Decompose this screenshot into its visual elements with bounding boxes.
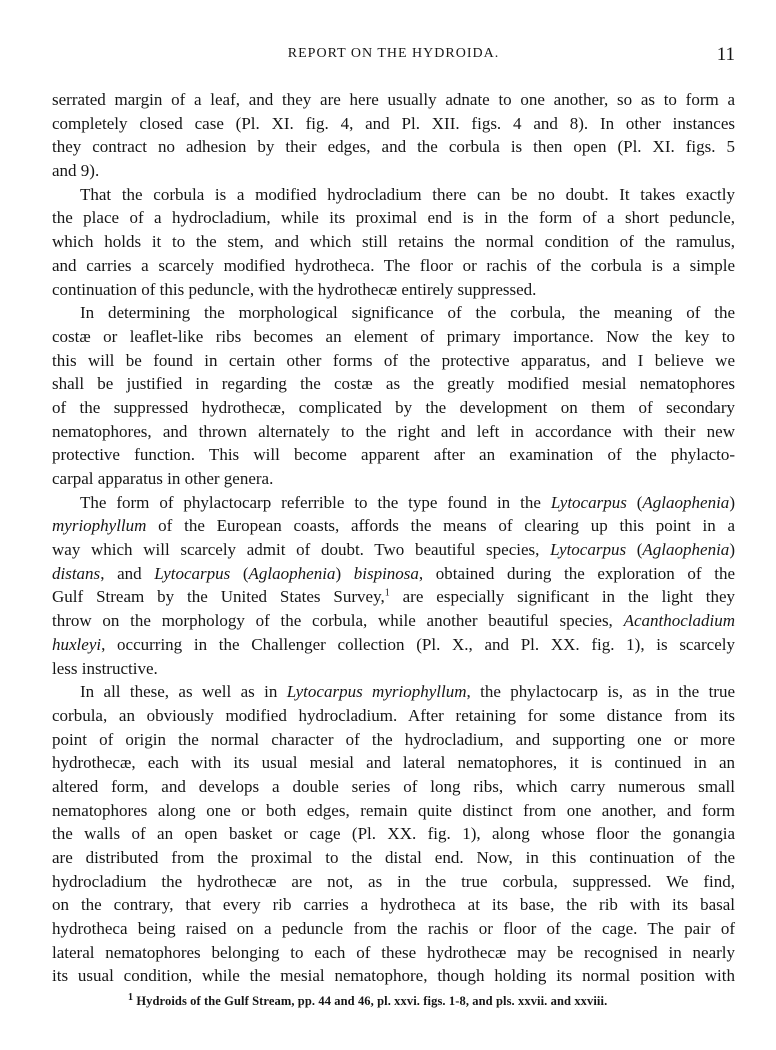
text-line bbox=[52, 917, 735, 941]
text-line bbox=[52, 538, 735, 562]
text-line bbox=[52, 941, 735, 965]
text-segment: which holds it to the stem, and which still retains the normal condition of the ramulus, bbox=[52, 232, 735, 252]
text-line bbox=[52, 704, 735, 728]
text-line bbox=[52, 680, 735, 704]
text-line bbox=[52, 112, 735, 136]
text-segment: and 9). bbox=[52, 161, 100, 181]
text-segment: ) bbox=[335, 563, 354, 583]
text-line bbox=[52, 728, 735, 752]
text-line bbox=[52, 420, 735, 444]
text-segment: , occurring in the Challenger collection (Pl. X., and Pl. XX. fig. 1), is scarcely bbox=[101, 634, 735, 654]
page-number: 11 bbox=[716, 44, 735, 65]
text-segment: shall be justified in regarding the costæ as the greatly modified mesial nematophores bbox=[52, 374, 735, 394]
italic-text: myriophyllum bbox=[52, 516, 147, 536]
text-line bbox=[52, 254, 735, 278]
text-segment: ( bbox=[230, 563, 249, 583]
text-line bbox=[52, 562, 735, 586]
text-segment: completely closed case (Pl. XI. fig. 4, and Pl. XII. figs. 4 and 8). In other instances bbox=[52, 113, 735, 133]
text-line bbox=[52, 88, 735, 112]
text-line bbox=[52, 325, 735, 349]
text-segment: the walls of an open basket or cage (Pl. XX. fig. 1), along whose floor the gonangia bbox=[52, 824, 735, 844]
text-line bbox=[52, 443, 735, 467]
text-segment: carpal apparatus in other genera. bbox=[52, 469, 274, 488]
italic-text: Lytocarpus bbox=[154, 563, 231, 583]
text-segment: the place of a hydrocladium, while its proximal end is in the form of a short peduncle, bbox=[52, 208, 735, 228]
italic-text: Lytocarpus bbox=[550, 492, 627, 512]
italic-text: Aglaophenia bbox=[248, 563, 336, 583]
text-segment: altered form, and develops a double series of long ribs, which carry numerous small bbox=[52, 776, 735, 796]
italic-text: Acanthocladium bbox=[623, 611, 735, 631]
text-line bbox=[52, 159, 735, 183]
text-segment: hydrothecæ, each with its usual mesial and lateral nematophores, it is continued in an bbox=[52, 753, 735, 773]
italic-text: distans bbox=[52, 563, 101, 583]
text-line bbox=[52, 751, 735, 775]
text-line bbox=[52, 657, 735, 681]
text-segment: , obtained during the exploration of the bbox=[418, 563, 735, 583]
text-segment: hydrotheca being raised on a peduncle from the rachis or floor of the cage. The pair of bbox=[52, 919, 735, 939]
italic-text: Lytocarpus bbox=[550, 540, 627, 560]
text-line bbox=[52, 893, 735, 917]
text-segment: way which will scarcely admit of doubt. Two beautiful species, bbox=[52, 540, 551, 560]
text-segment: on the contrary, that every rib carries a hydrotheca at its base, the rib with its basal bbox=[52, 895, 735, 915]
text-segment: ) bbox=[729, 540, 735, 560]
text-line bbox=[52, 775, 735, 799]
text-line bbox=[52, 491, 735, 515]
text-line bbox=[52, 372, 735, 396]
text-segment: its usual condition, while the mesial nematophore, though holding its normal position with bbox=[52, 966, 735, 986]
text-line bbox=[52, 822, 735, 846]
text-line bbox=[52, 301, 735, 325]
text-line bbox=[52, 964, 735, 988]
text-line bbox=[52, 633, 735, 657]
body-text bbox=[52, 88, 735, 988]
text-line bbox=[52, 135, 735, 159]
text-line bbox=[52, 183, 735, 207]
text-segment: , and bbox=[100, 563, 155, 583]
text-line bbox=[52, 349, 735, 373]
text-line bbox=[52, 206, 735, 230]
text-segment: , the phylactocarp is, as in the true bbox=[466, 682, 735, 702]
text-line bbox=[52, 609, 735, 633]
text-line bbox=[52, 514, 735, 538]
text-segment: ( bbox=[626, 540, 643, 560]
text-segment: are especially significant in the light they bbox=[389, 587, 735, 607]
footnote-marker: 1 bbox=[128, 991, 134, 1003]
text-segment: hydrocladium the hydrothecæ are not, as in the true corbula, suppressed. We find, bbox=[52, 871, 735, 891]
text-line bbox=[52, 799, 735, 823]
footnote-reference: 1 bbox=[384, 587, 390, 599]
text-segment: nematophores, and thrown alternately to the right and left in accordance with their new bbox=[52, 421, 735, 441]
text-segment: point of origin the normal character of the hydrocladium, and supporting one or more bbox=[52, 729, 735, 749]
italic-text: bispinosa bbox=[353, 563, 419, 583]
text-segment: In all these, as well as in bbox=[80, 682, 287, 702]
text-segment: lateral nematophores belonging to each of these hydrothecæ may be recognised in nearly bbox=[52, 942, 735, 962]
text-segment: The form of phylactocarp referrible to the type found in the bbox=[80, 492, 551, 512]
text-segment: this will be found in certain other forms of the protective apparatus, and I believe we bbox=[52, 350, 735, 370]
text-segment: nematophores along one or both edges, remain quite distinct from one another, and form bbox=[52, 800, 735, 820]
text-segment: less instructive. bbox=[52, 658, 158, 678]
italic-text: huxleyi bbox=[52, 634, 102, 654]
running-title: REPORT ON THE HYDROIDA. bbox=[287, 46, 500, 61]
text-segment: of the suppressed hydrothecæ, complicated by the development on them of secondary bbox=[52, 397, 735, 417]
text-segment: continuation of this peduncle, with the hydrothecæ entirely suppressed. bbox=[52, 279, 537, 299]
text-segment: they contract no adhesion by their edges, and the corbula is then open (Pl. XI. figs. 5 bbox=[52, 137, 735, 157]
italic-text: Aglaophenia bbox=[642, 492, 730, 512]
text-line bbox=[52, 467, 735, 491]
italic-text: Lytocarpus myriophyllum bbox=[286, 682, 467, 702]
text-line bbox=[52, 846, 735, 870]
text-line bbox=[52, 278, 735, 302]
text-segment: Gulf Stream by the United States Survey, bbox=[52, 587, 385, 607]
text-segment: throw on the morphology of the corbula, while another beautiful species, bbox=[52, 611, 624, 631]
text-line bbox=[52, 396, 735, 420]
text-line bbox=[52, 870, 735, 894]
text-segment: ) bbox=[729, 492, 735, 512]
text-segment: are distributed from the proximal to the distal end. Now, in this continuation of the bbox=[52, 848, 735, 867]
italic-text: Aglaophenia bbox=[642, 540, 730, 560]
text-line bbox=[52, 585, 735, 609]
text-segment: of the European coasts, affords the means of clearing up this point in a bbox=[146, 516, 735, 536]
text-segment: and carries a scarcely modified hydrotheca. The floor or rachis of the corbula is a simple bbox=[52, 255, 735, 275]
text-segment: ( bbox=[626, 492, 643, 512]
text-line bbox=[52, 230, 735, 254]
text-segment: That the corbula is a modified hydrocladium there can be no doubt. It takes exactly bbox=[80, 184, 735, 204]
text-segment: In determining the morphological significance of the corbula, the meaning of the bbox=[80, 303, 735, 323]
page-header bbox=[52, 46, 735, 68]
text-segment: corbula, an obviously modified hydrocladium. After retaining for some distance from its bbox=[52, 705, 735, 725]
text-segment: costæ or leaflet-like ribs becomes an element of primary importance. Now the key to bbox=[52, 326, 735, 346]
text-segment: protective function. This will become apparent after an examination of the phylacto- bbox=[52, 445, 735, 465]
footnote bbox=[128, 991, 608, 1009]
footnote-text: Hydroids of the Gulf Stream, pp. 44 and 46, pl. xxvi. figs. 1-8, and pls. xxvii. and xxviii. bbox=[133, 994, 608, 1008]
text-segment: serrated margin of a leaf, and they are here usually adnate to one another, so as to form a bbox=[52, 90, 735, 109]
